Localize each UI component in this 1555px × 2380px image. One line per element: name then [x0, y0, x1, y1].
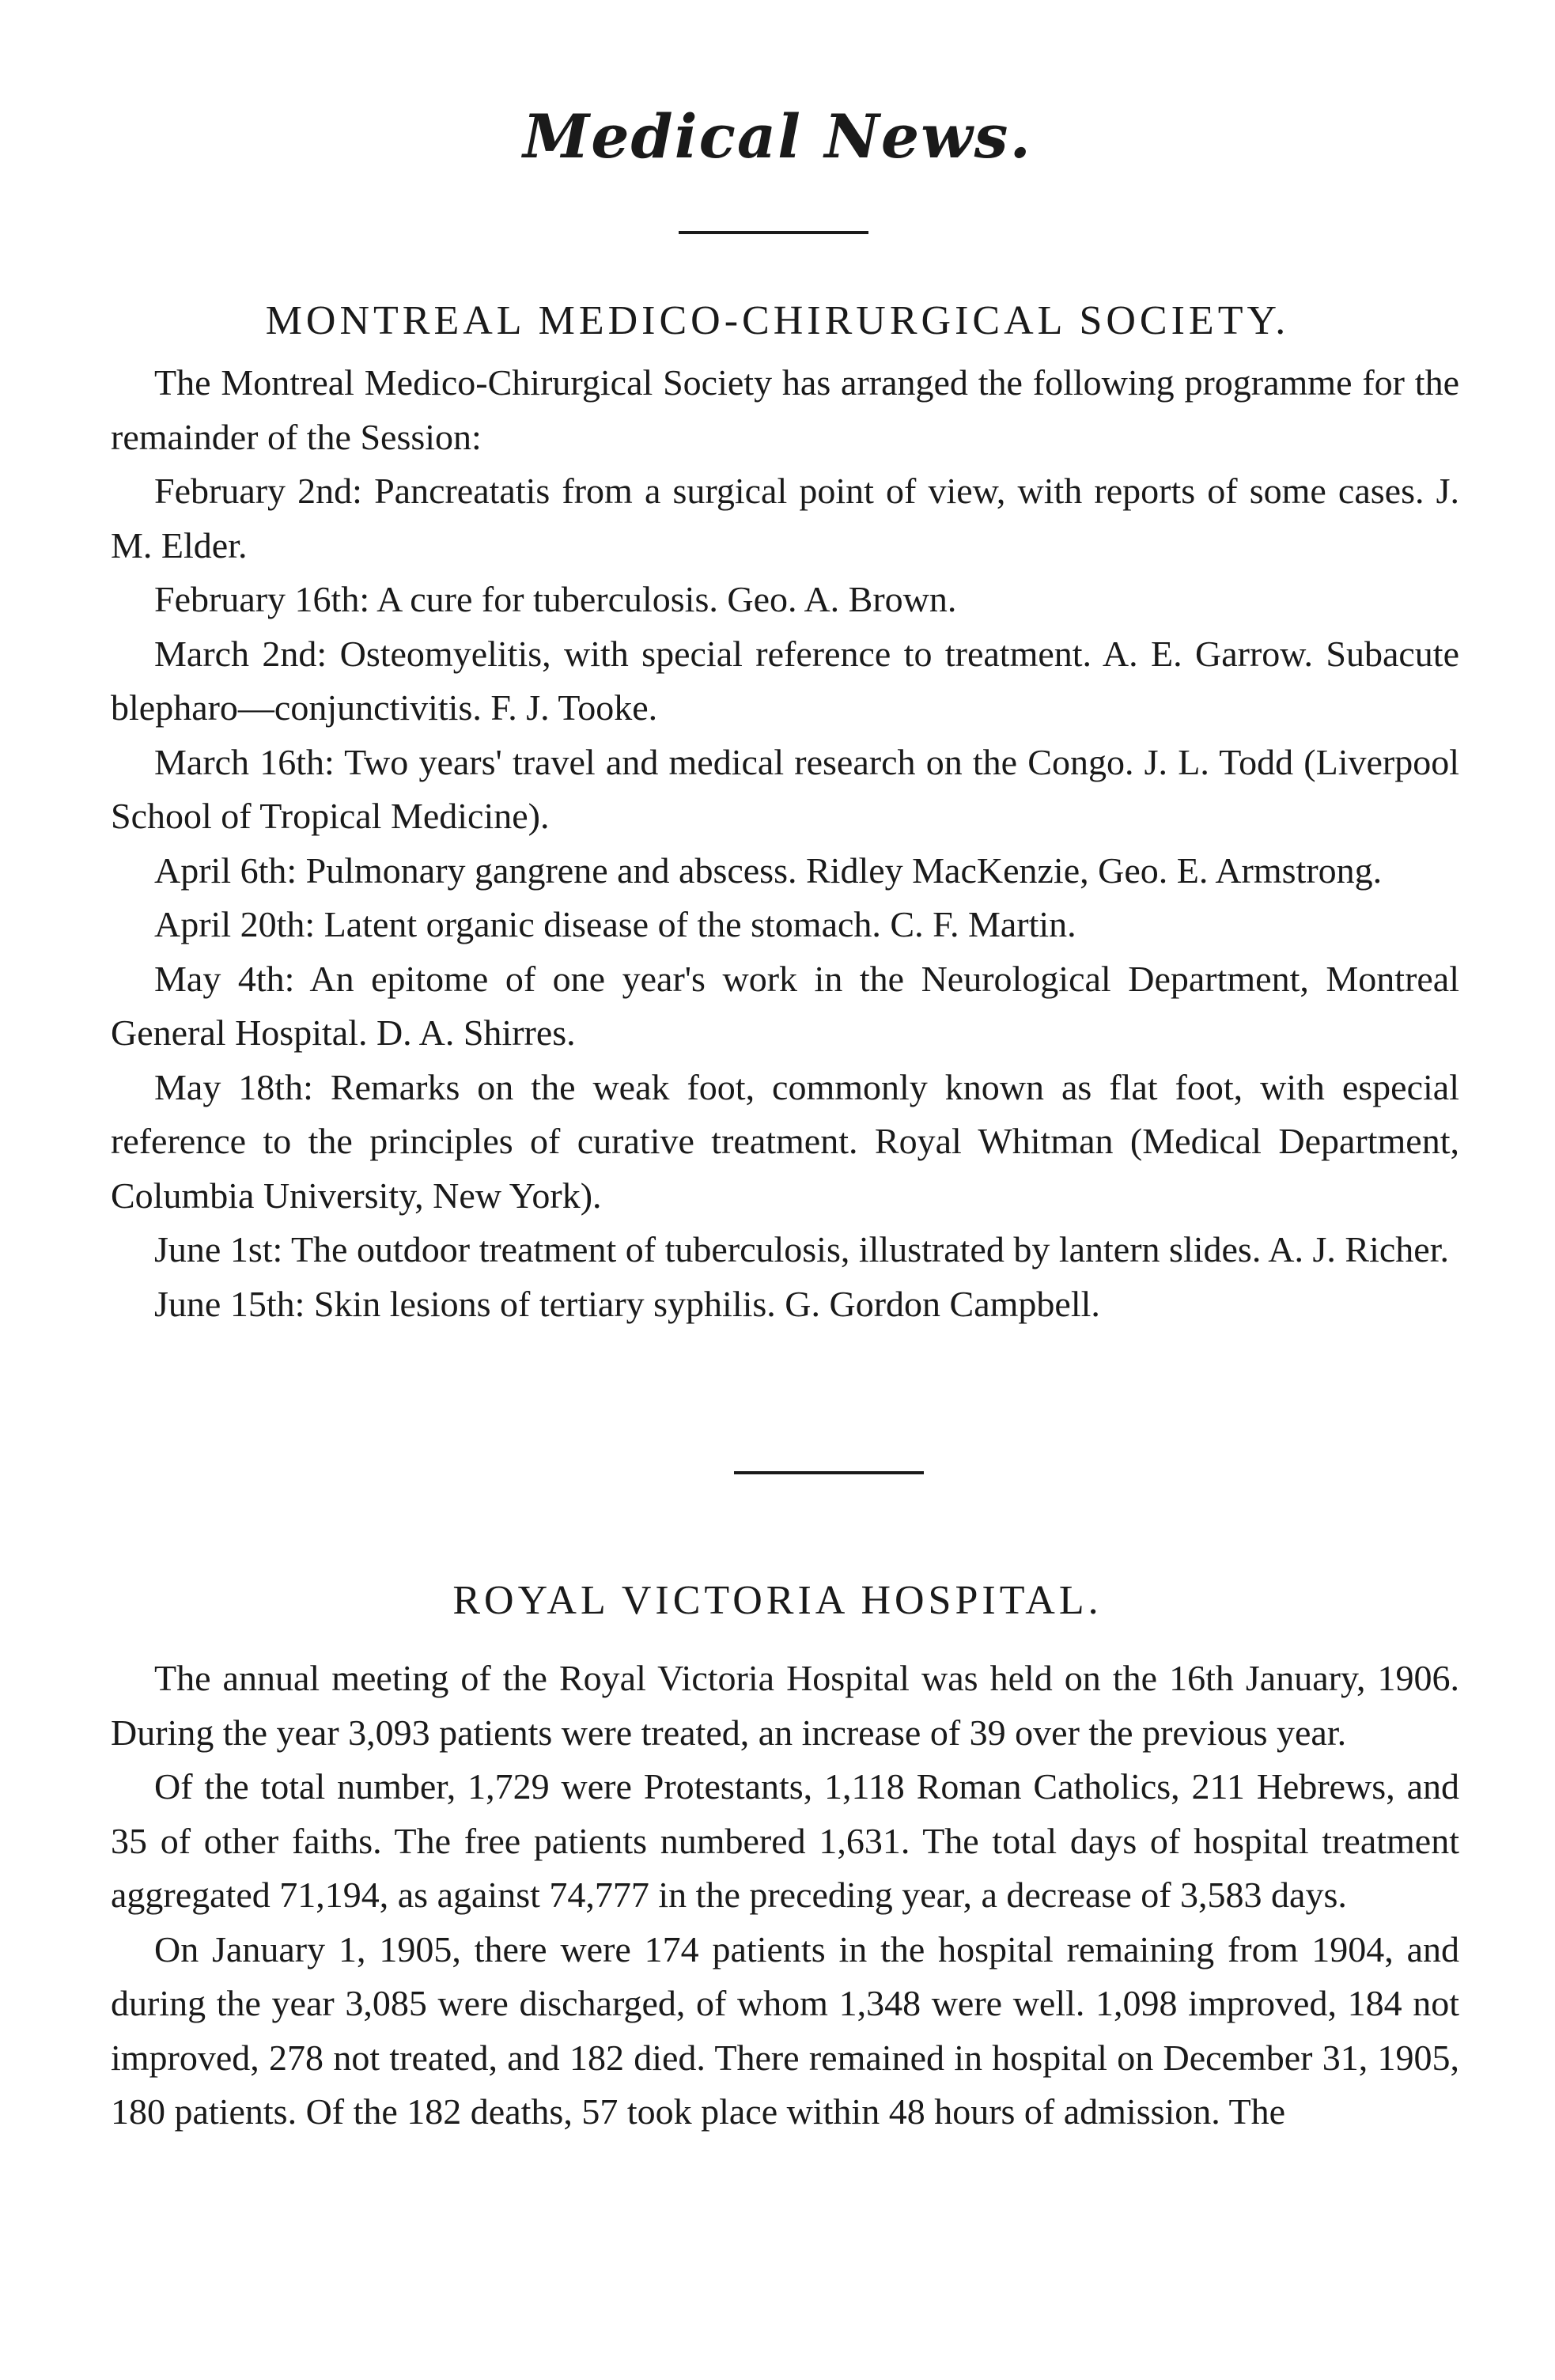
programme-item: May 4th: An epitome of one year's work in the Neurological Department, Montreal General Hospital. D. A. Shirres.	[111, 958, 1459, 1053]
programme-item: April 20th: Latent organic disease of the stomach. C. F. Martin.	[154, 904, 1076, 944]
masthead-rule	[679, 231, 868, 234]
hospital-paragraph: Of the total number, 1,729 were Protestants, 1,118 Roman Catholics, 211 Hebrews, and 35 of other faiths. The free patients numbered 1,631. The total days of hospital treatment aggregated 71,194, as against 74,777 in the preceding year, a decrease of 3,583 days.	[111, 1766, 1459, 1915]
programme-item: April 6th: Pulmonary gangrene and abscess. Ridley MacKenzie, Geo. E. Armstrong.	[154, 849, 1383, 891]
section-divider-rule	[734, 1471, 924, 1474]
society-intro: The Montreal Medico-Chirurgical Society has arranged the following programme for the remainder of the Session:	[111, 362, 1459, 457]
programme-item: June 1st: The outdoor treatment of tuberculosis, illustrated by lantern slides. A. J. Richer.	[154, 1229, 1449, 1269]
programme-item: March 2nd: Osteomyelitis, with special reference to treatment. A. E. Garrow. Subacute blepharo—conjunctivitis. F. J. Tooke.	[111, 633, 1459, 728]
hospital-section-title: ROYAL VICTORIA HOSPITAL.	[452, 1578, 1103, 1623]
hospital-paragraph: The annual meeting of the Royal Victoria Hospital was held on the 16th January, 1906. During the year 3,093 patients were treated, an increase of 39 over the previous year.	[111, 1658, 1459, 1753]
programme-item: March 16th: Two years' travel and medical research on the Congo. J. L. Todd (Liverpool School of Tropical Medicine).	[111, 741, 1459, 836]
programme-item: February 2nd: Pancreatatis from a surgical point of view, with reports of some cases. J. M. Elder.	[111, 471, 1459, 566]
hospital-report	[111, 1652, 1459, 2140]
hospital-paragraph: On January 1, 1905, there were 174 patients in the hospital remaining from 1904, and during the year 3,085 were discharged, of whom 1,348 were well. 1,098 improved, 184 not improved, 278 not treated, and 182 died. There remained in hospital on December 31, 1905, 180 patients. Of the 182 deaths, 57 took place within 48 hours of admission. The	[111, 1928, 1459, 2132]
society-programme	[111, 356, 1459, 1331]
programme-item: May 18th: Remarks on the weak foot, commonly known as flat foot, with especial reference to the principles of curative treatment. Royal Whitman (Medical Department, Columbia University, New York).	[111, 1066, 1459, 1216]
programme-item: February 16th: A cure for tuberculosis. Geo. A. Brown.	[154, 579, 957, 619]
masthead-title: Medical News.	[523, 101, 1032, 172]
society-section-title: MONTREAL MEDICO-CHIRURGICAL SOCIETY.	[265, 298, 1290, 343]
programme-item: June 15th: Skin lesions of tertiary syphilis. G. Gordon Campbell.	[154, 1283, 1100, 1324]
